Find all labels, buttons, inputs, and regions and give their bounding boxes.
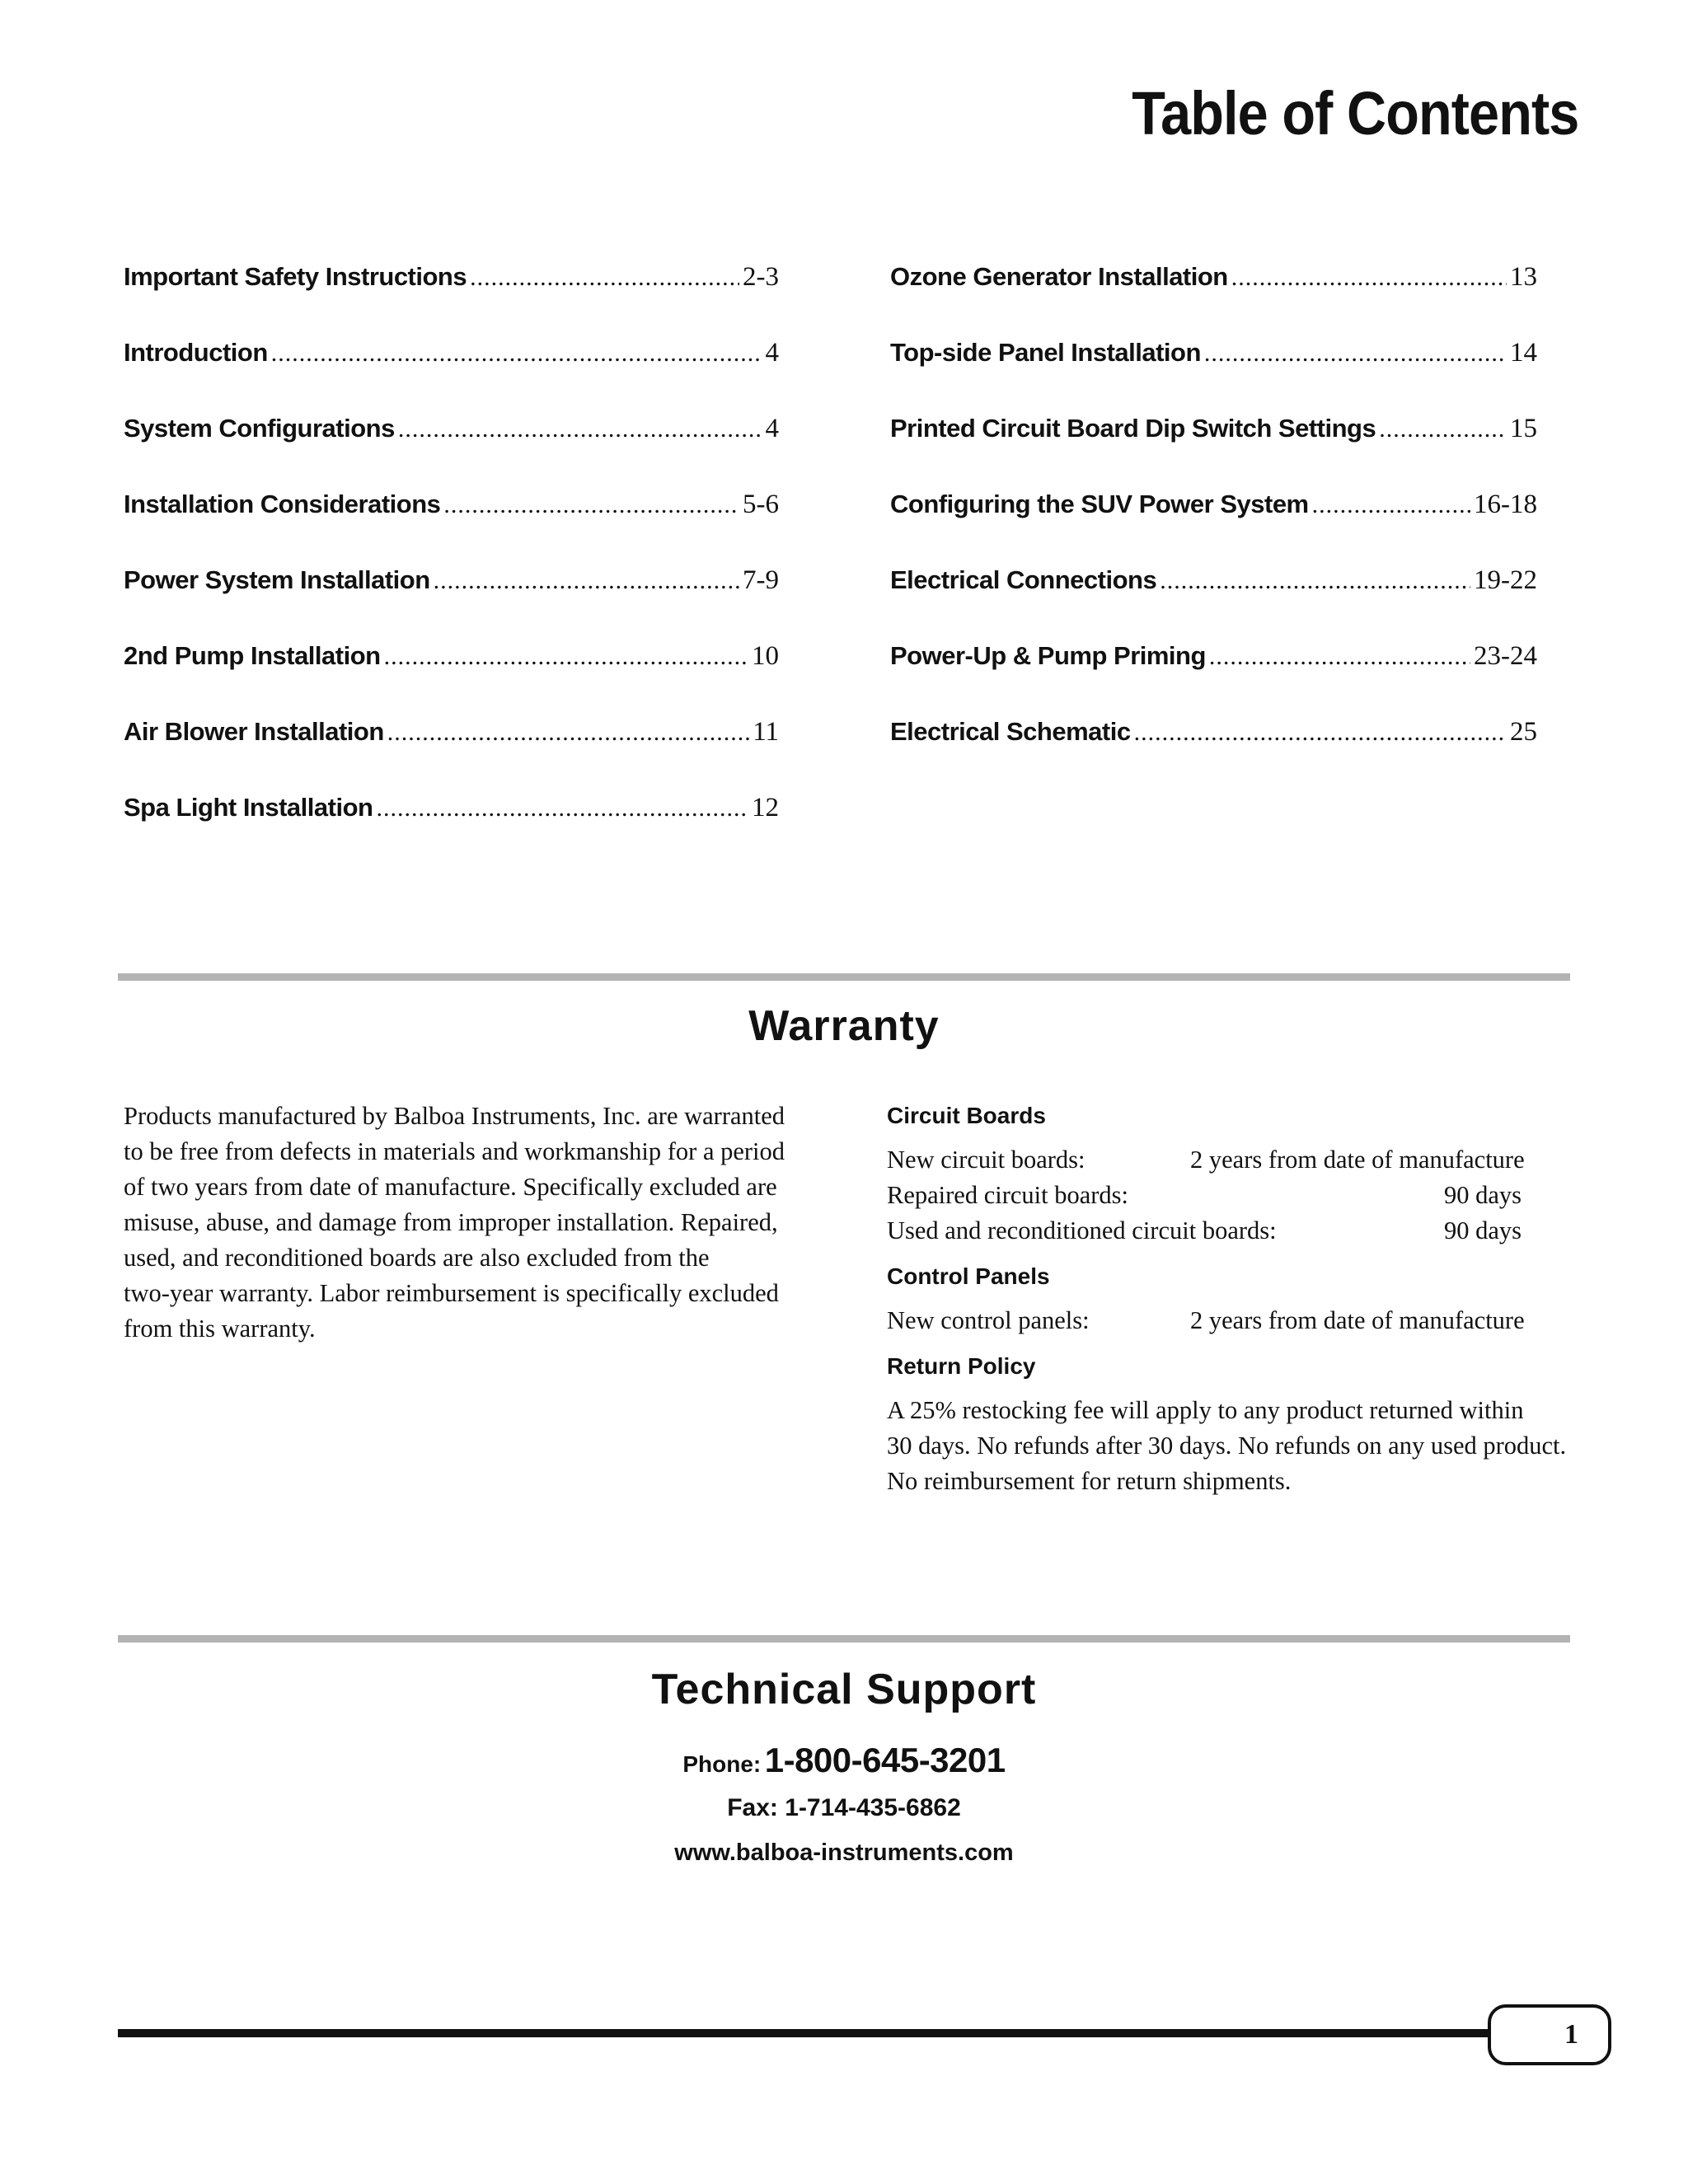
toc-entry-page: 12 <box>752 793 779 823</box>
section-divider <box>118 973 1570 981</box>
toc-entry[interactable] <box>890 338 1537 414</box>
phone-number[interactable]: 1-800-645-3201 <box>764 1741 1006 1779</box>
return-policy-line: 30 days. No refunds after 30 days. No refunds on any used product. <box>887 1432 1567 1460</box>
warranty-term-row <box>887 1303 1525 1338</box>
toc-entry-label: Ozone Generator Installation <box>890 262 1228 291</box>
warranty-line: misuse, abuse, and damage from improper installation. Repaired, <box>124 1208 778 1236</box>
toc-entry-page: 15 <box>1510 414 1537 443</box>
toc-entry[interactable] <box>890 641 1537 717</box>
toc-entry-page: 4 <box>765 338 779 368</box>
toc-entry-page: 14 <box>1510 338 1537 368</box>
toc-leader-dots <box>470 264 739 292</box>
warranty-line: two-year warranty. Labor reimbursement is specifically excluded <box>124 1279 779 1307</box>
toc-entry[interactable] <box>124 641 779 717</box>
term-label: New circuit boards: <box>887 1146 1085 1174</box>
warranty-terms <box>887 1101 1571 1512</box>
toc-entry[interactable] <box>890 717 1537 793</box>
toc-entry[interactable] <box>890 262 1537 338</box>
toc-entry-page: 13 <box>1510 262 1537 292</box>
warranty-heading: Warranty <box>748 1002 940 1050</box>
toc-entry[interactable] <box>890 565 1537 641</box>
toc-leader-dots <box>1134 719 1507 747</box>
toc-leader-dots <box>384 643 748 671</box>
footer-rule <box>118 2029 1490 2037</box>
toc-entry[interactable] <box>124 793 779 869</box>
warranty-line: Products manufactured by Balboa Instruments, Inc. are warranted <box>124 1102 785 1130</box>
toc-entry-page: 7-9 <box>743 565 779 595</box>
toc-entry-label: Electrical Connections <box>890 565 1157 594</box>
warranty-term-row <box>887 1142 1525 1178</box>
toc-leader-dots <box>1160 567 1470 595</box>
toc-entry-page: 16-18 <box>1474 490 1537 519</box>
toc-leader-dots <box>1312 491 1470 519</box>
return-policy-line: No reimbursement for return shipments. <box>887 1467 1292 1495</box>
term-label: New control panels: <box>887 1306 1090 1334</box>
fax-number: Fax: 1-714-435-6862 <box>727 1794 961 1821</box>
toc-entry[interactable] <box>124 262 779 338</box>
phone-line <box>0 1741 1688 1780</box>
toc-entry-label: Installation Considerations <box>124 490 441 518</box>
warranty-term-row <box>887 1178 1522 1213</box>
toc-entry-page: 4 <box>765 414 779 443</box>
toc-entry-label: Important Safety Instructions <box>124 262 467 291</box>
toc-entry-page: 11 <box>753 717 779 747</box>
toc-entry-label: Printed Circuit Board Dip Switch Settings <box>890 414 1376 443</box>
toc-entry-label: Introduction <box>124 338 268 367</box>
toc-leader-dots <box>1379 415 1507 443</box>
page-number: 1 <box>1488 2004 1611 2065</box>
control-panels-section <box>887 1262 1571 1338</box>
circuit-boards-heading: Circuit Boards <box>887 1103 1046 1128</box>
toc-entry[interactable] <box>890 490 1537 565</box>
toc-entry-page: 23-24 <box>1474 641 1537 671</box>
warranty-line: to be free from defects in materials and workmanship for a period <box>124 1137 785 1165</box>
term-value: 2 years from date of manufacture <box>1190 1306 1525 1334</box>
toc-entry-label: Power System Installation <box>124 565 430 594</box>
technical-support-heading: Technical Support <box>651 1666 1037 1713</box>
toc-entry-page: 10 <box>752 641 779 671</box>
warranty-term-row <box>887 1213 1522 1249</box>
toc-entry-label: System Configurations <box>124 414 395 443</box>
toc-entry[interactable] <box>890 414 1537 490</box>
term-label: Used and reconditioned circuit boards: <box>887 1216 1277 1244</box>
toc-entry[interactable] <box>124 338 779 414</box>
toc-entry-label: Spa Light Installation <box>124 793 373 822</box>
toc-right-column <box>890 262 1537 793</box>
toc-leader-dots <box>434 567 739 595</box>
warranty-paragraph <box>124 1099 799 1347</box>
toc-leader-dots <box>398 415 762 443</box>
toc-leader-dots <box>1231 264 1507 292</box>
toc-entry-page: 2-3 <box>743 262 779 292</box>
toc-leader-dots <box>1204 340 1507 368</box>
warranty-line: from this warranty. <box>124 1315 316 1343</box>
section-divider <box>118 1635 1570 1643</box>
toc-entry[interactable] <box>124 414 779 490</box>
toc-entry[interactable] <box>124 565 779 641</box>
toc-leader-dots <box>376 794 748 823</box>
toc-entry-label: Top-side Panel Installation <box>890 338 1201 367</box>
toc-leader-dots <box>271 340 762 368</box>
warranty-line: of two years from date of manufacture. Specifically excluded are <box>124 1173 777 1201</box>
toc-entry[interactable] <box>124 717 779 793</box>
website-link[interactable]: www.balboa-instruments.com <box>674 1840 1014 1866</box>
term-value: 90 days <box>1443 1216 1522 1244</box>
term-label: Repaired circuit boards: <box>887 1181 1129 1209</box>
warranty-line: used, and reconditioned boards are also excluded from the <box>124 1244 710 1272</box>
toc-entry-label: Configuring the SUV Power System <box>890 490 1309 518</box>
toc-entry-page: 25 <box>1510 717 1537 747</box>
toc-entry-label: Electrical Schematic <box>890 717 1131 746</box>
control-panels-heading: Control Panels <box>887 1263 1050 1289</box>
toc-entry-label: 2nd Pump Installation <box>124 641 381 670</box>
return-policy-heading: Return Policy <box>887 1353 1036 1379</box>
term-value: 2 years from date of manufacture <box>1190 1146 1525 1174</box>
toc-leader-dots <box>443 491 739 519</box>
toc-entry-page: 5-6 <box>743 490 779 519</box>
term-value: 90 days <box>1443 1181 1522 1209</box>
toc-leader-dots <box>1209 643 1470 671</box>
toc-entry-page: 19-22 <box>1474 565 1537 595</box>
phone-label: Phone: <box>682 1751 762 1777</box>
toc-leader-dots <box>387 719 749 747</box>
toc-entry-label: Air Blower Installation <box>124 717 384 746</box>
toc-entry[interactable] <box>124 490 779 565</box>
toc-title: Table of Contents <box>1131 79 1578 148</box>
circuit-boards-section <box>887 1101 1571 1249</box>
return-policy-line: A 25% restocking fee will apply to any product returned within <box>887 1396 1524 1424</box>
toc-entry-label: Power-Up & Pump Priming <box>890 641 1206 670</box>
return-policy-section <box>887 1352 1571 1499</box>
toc-left-column <box>124 262 779 869</box>
